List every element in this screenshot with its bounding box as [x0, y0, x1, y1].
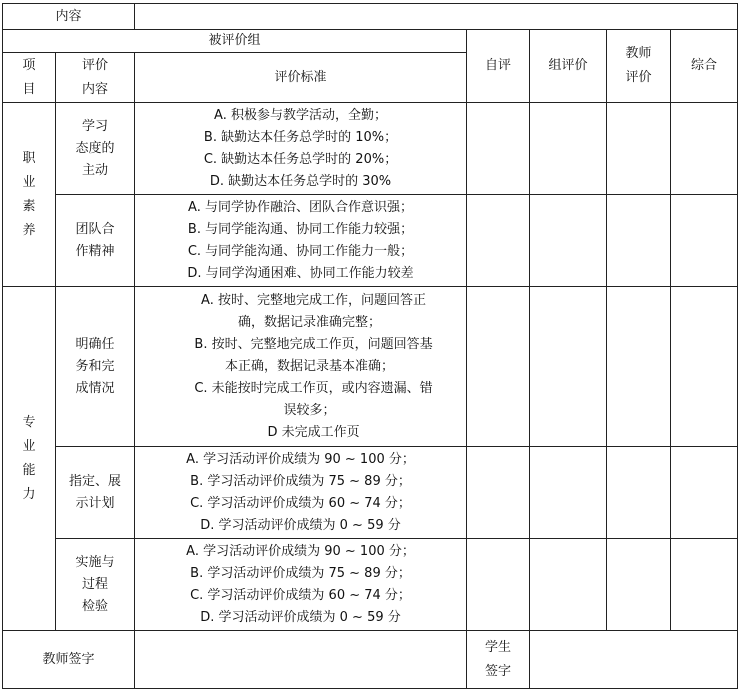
- table-row: [3, 103, 738, 195]
- criteria-line: D. 与同学沟通困难、协同工作能力较差: [187, 265, 414, 281]
- criteria-line: 误较多；: [283, 402, 336, 418]
- criteria-line: D. 学习活动评价成绩为 0 ~ 59 分: [200, 517, 401, 533]
- content-line: 检验: [82, 598, 109, 614]
- content-cell: [56, 287, 135, 447]
- overall-cell[interactable]: [671, 287, 738, 447]
- content-cell: [56, 539, 135, 631]
- content-label: 内容: [55, 8, 82, 24]
- overall-cell[interactable]: [671, 195, 738, 287]
- content-line: 态度的: [75, 140, 115, 156]
- criteria-line: B. 按时、完整地完成工作页，问题回答基: [194, 336, 433, 352]
- content-line: 过程: [82, 576, 109, 592]
- teacher-sign-label: 教师签字: [42, 651, 95, 667]
- self-eval-cell[interactable]: [467, 195, 530, 287]
- criteria-cell: [135, 195, 467, 287]
- content-header-label: 评价内容: [81, 57, 108, 97]
- criteria-line: 本正确，数据记录基本准确；: [225, 358, 395, 374]
- criteria-line: A. 学习活动评价成绩为 90 ~ 100 分；: [186, 543, 415, 559]
- content-cell: [56, 103, 135, 195]
- criteria-line: C. 学习活动评价成绩为 60 ~ 74 分；: [190, 587, 411, 603]
- section-item-label: 专业能力: [22, 414, 36, 502]
- group-eval-cell[interactable]: [530, 539, 607, 631]
- teacher-eval-cell[interactable]: [607, 447, 671, 539]
- group-eval-header: [530, 30, 607, 103]
- overall-cell[interactable]: [671, 447, 738, 539]
- teacher-eval-cell[interactable]: [607, 539, 671, 631]
- group-eval-cell[interactable]: [530, 287, 607, 447]
- criteria-cell: [135, 539, 467, 631]
- group-eval-cell[interactable]: [530, 447, 607, 539]
- header-row-1: [3, 30, 738, 53]
- criteria-line: A. 积极参与教学活动，全勤；: [214, 107, 387, 123]
- section-item-label: 职业素养: [22, 150, 36, 238]
- group-eval-cell[interactable]: [530, 195, 607, 287]
- criteria-cell: [135, 103, 467, 195]
- student-sign-label: 学生签字: [485, 639, 512, 679]
- teacher-sign-field[interactable]: [135, 631, 467, 689]
- table-row: [3, 195, 738, 287]
- criteria-line: D 未完成工作页: [267, 424, 360, 440]
- criteria-line: B. 缺勤达本任务总学时的 10%；: [203, 129, 398, 145]
- content-line: 示计划: [75, 495, 115, 511]
- self-eval-label: 自评: [485, 58, 512, 73]
- self-eval-cell[interactable]: [467, 447, 530, 539]
- table-row: [3, 539, 738, 631]
- table-row: [3, 287, 738, 447]
- group-eval-label: 组评价: [548, 58, 588, 73]
- content-line: 指定、展: [69, 473, 122, 489]
- criteria-line: C. 学习活动评价成绩为 60 ~ 74 分；: [190, 495, 411, 511]
- criteria-line: A. 与同学协作融洽、团队合作意识强；: [188, 199, 413, 215]
- item-header: [3, 53, 56, 103]
- overall-header: [671, 30, 738, 103]
- evaluation-table: [2, 3, 738, 689]
- overall-cell[interactable]: [671, 539, 738, 631]
- teacher-eval-cell[interactable]: [607, 103, 671, 195]
- self-eval-header: [467, 30, 530, 103]
- content-line: 团队合: [75, 221, 115, 237]
- content-line: 务和完: [75, 358, 115, 374]
- content-cell: [56, 447, 135, 539]
- teacher-sign-label-cell: [3, 631, 135, 689]
- criteria-line: A. 按时、完整地完成工作，问题回答正: [201, 292, 426, 308]
- criteria-line: B. 学习活动评价成绩为 75 ~ 89 分；: [190, 565, 411, 581]
- criteria-line: B. 学习活动评价成绩为 75 ~ 89 分；: [190, 473, 411, 489]
- content-line: 成情况: [75, 380, 115, 396]
- standard-label: 评价标准: [274, 69, 327, 85]
- evaluated-group-header: [3, 30, 467, 53]
- content-cell: [56, 195, 135, 287]
- teacher-eval-cell[interactable]: [607, 287, 671, 447]
- overall-cell[interactable]: [671, 103, 738, 195]
- teacher-eval-label: 教师评价: [625, 46, 652, 85]
- content-line: 明确任: [75, 336, 115, 352]
- criteria-line: 确，数据记录准确完整；: [238, 314, 382, 330]
- signature-row: [3, 631, 738, 689]
- section-item-cell: [3, 103, 56, 287]
- criteria-line: C. 未能按时完成工作页，或内容遗漏、错: [194, 380, 433, 396]
- table-row: [3, 447, 738, 539]
- item-label: 项目: [22, 57, 36, 97]
- criteria-line: D. 学习活动评价成绩为 0 ~ 59 分: [200, 609, 401, 625]
- content-header: [56, 53, 135, 103]
- criteria-line: A. 学习活动评价成绩为 90 ~ 100 分；: [186, 451, 415, 467]
- content-label-cell: [3, 4, 135, 30]
- overall-label: 综合: [691, 58, 718, 73]
- standard-header: [135, 53, 467, 103]
- group-eval-cell[interactable]: [530, 103, 607, 195]
- evaluated-group-label: 被评价组: [208, 33, 261, 48]
- content-line: 作精神: [75, 243, 115, 259]
- self-eval-cell[interactable]: [467, 287, 530, 447]
- criteria-line: C. 与同学能沟通、协同工作能力一般；: [187, 243, 414, 259]
- section-item-cell: [3, 287, 56, 631]
- content-line: 实施与: [75, 554, 115, 570]
- criteria-line: B. 与同学能沟通、协同工作能力较强；: [187, 221, 414, 237]
- student-sign-label-cell: [467, 631, 530, 689]
- criteria-line: C. 缺勤达本任务总学时的 20%；: [203, 151, 398, 167]
- student-sign-field[interactable]: [530, 631, 738, 689]
- criteria-line: D. 缺勤达本任务总学时的 30%: [209, 173, 392, 189]
- content-row: [3, 4, 738, 30]
- self-eval-cell[interactable]: [467, 539, 530, 631]
- content-line: 学习: [82, 118, 109, 134]
- criteria-cell: [135, 447, 467, 539]
- teacher-eval-header: [607, 30, 671, 103]
- teacher-eval-cell[interactable]: [607, 195, 671, 287]
- criteria-cell: [135, 287, 467, 447]
- content-value-cell[interactable]: [135, 4, 738, 30]
- self-eval-cell[interactable]: [467, 103, 530, 195]
- content-line: 主动: [82, 162, 109, 178]
